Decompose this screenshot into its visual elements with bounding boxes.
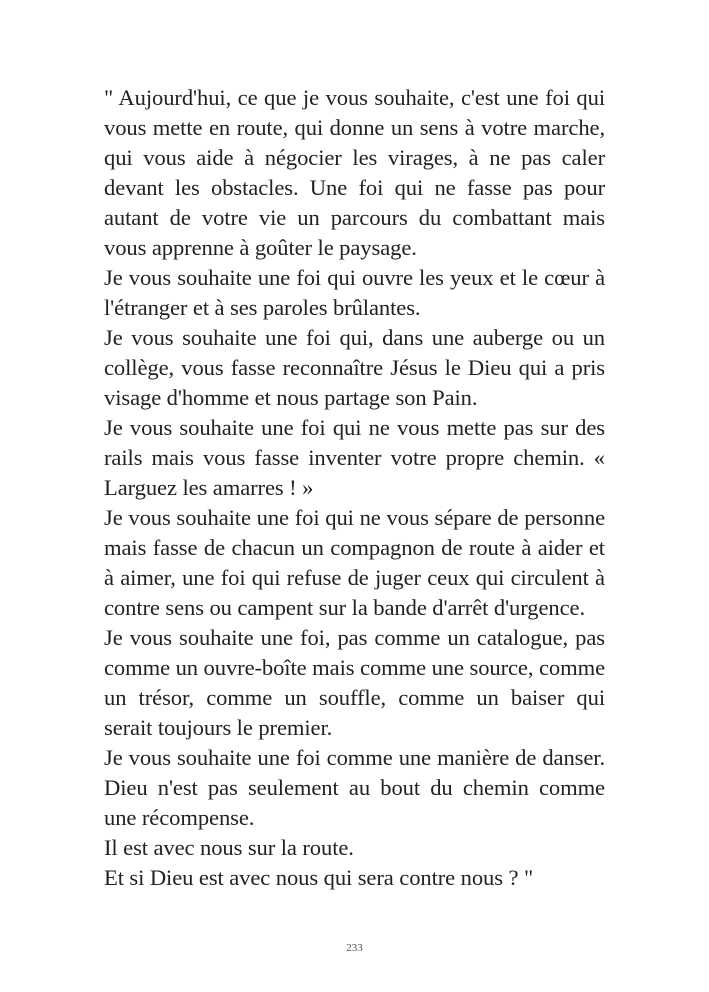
paragraph-8: Il est avec nous sur la route. [104,835,354,860]
paragraph-7: Je vous souhaite une foi comme une manière de danser. Dieu n'est pas seulement au bout du chemin comme une récompense. [104,745,605,830]
paragraph-1: " Aujourd'hui, ce que je vous souhaite, c'est une foi qui vous mette en route, qui donne un sens à votre marche, qui vous aide à négocier les virages, à ne pas caler devant les obstacles. Une foi qui ne fasse pas pour autant de votre vie un parcours du combattant mais vous apprenne à goûter le paysage. [104,85,605,260]
page-number: 233 [346,942,363,954]
paragraph-5: Je vous souhaite une foi qui ne vous sépare de personne mais fasse de chacun un compagnon de route à aider et à aimer, une foi qui refuse de juger ceux qui circulent à contre sens ou campent sur la bande d'arrêt d'urgence. [104,505,605,620]
paragraph-2: Je vous souhaite une foi qui ouvre les yeux et le cœur à l'étranger et à ses paroles brûlantes. [104,265,605,320]
paragraph-3: Je vous souhaite une foi qui, dans une auberge ou un collège, vous fasse reconnaître Jésus le Dieu qui a pris visage d'homme et nous partage son Pain. [104,325,605,410]
paragraph-4: Je vous souhaite une foi qui ne vous mette pas sur des rails mais vous fasse inventer votre propre chemin. « Larguez les amarres ! » [104,415,605,500]
body-text [104,83,605,893]
paragraph-9: Et si Dieu est avec nous qui sera contre nous ? " [104,865,534,890]
paragraph-6: Je vous souhaite une foi, pas comme un catalogue, pas comme un ouvre-boîte mais comme une source, comme un trésor, comme un souffle, comme un baiser qui serait toujours le premier. [104,625,605,740]
